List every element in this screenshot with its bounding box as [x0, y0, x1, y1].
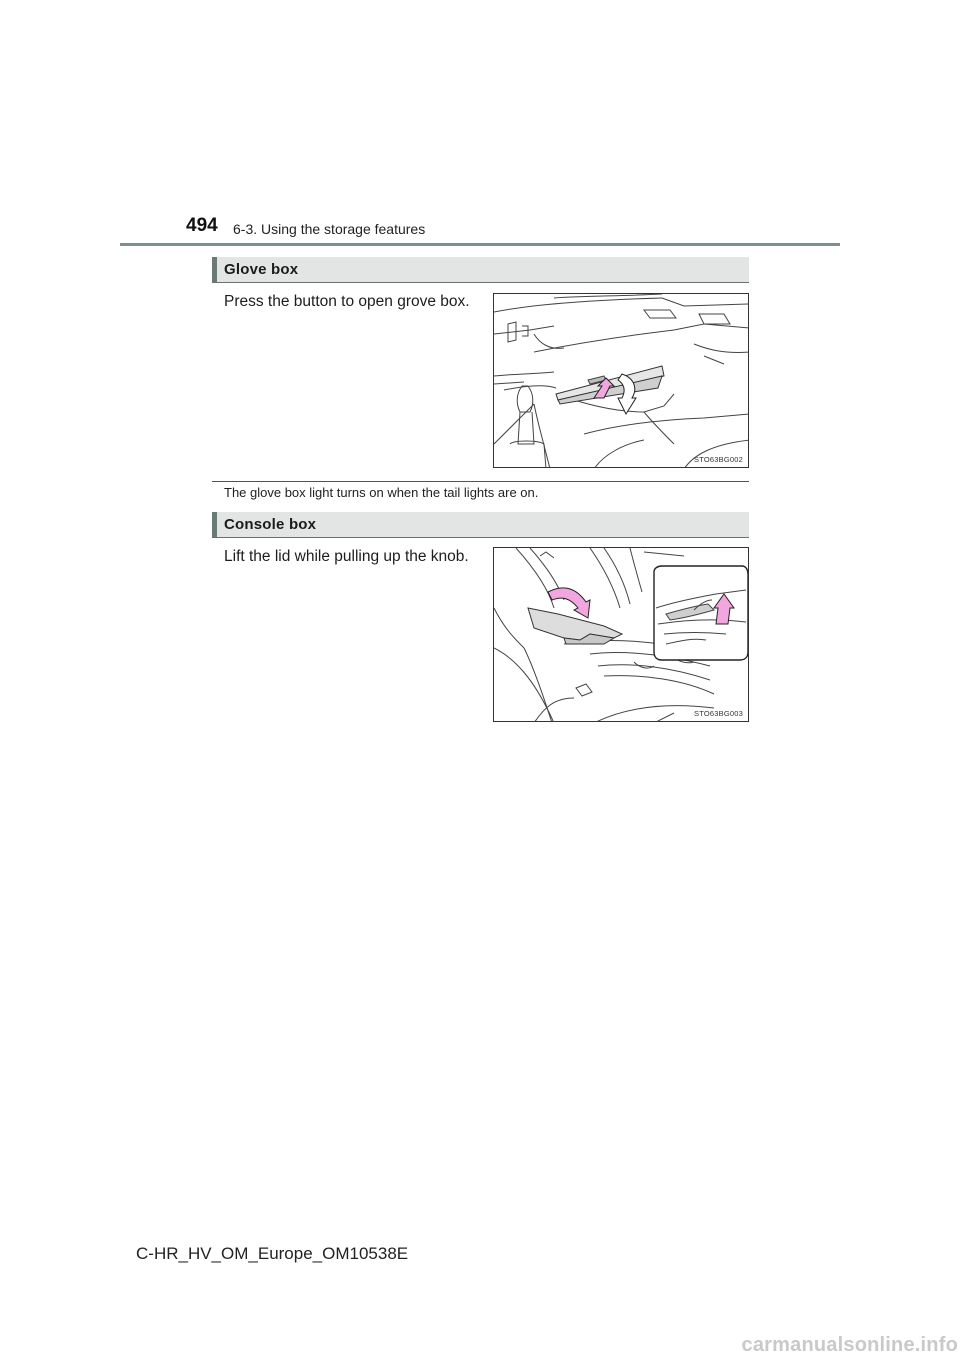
console-box-instruction: Lift the lid while pulling up the knob. [224, 548, 469, 565]
section-title: Console box [224, 516, 317, 533]
glove-box-instruction: Press the button to open grove box. [224, 293, 470, 310]
section-title: Glove box [224, 261, 299, 278]
section-accent [212, 257, 217, 282]
header-rule [120, 243, 840, 246]
page-number: 494 [186, 215, 218, 236]
running-head: 6-3. Using the storage features [233, 221, 426, 237]
figure-code: STO63BG002 [694, 455, 743, 464]
footer-document-code: C-HR_HV_OM_Europe_OM10538E [136, 1244, 409, 1263]
note-rule [212, 481, 749, 482]
glove-box-illustration [494, 294, 749, 468]
section-header-glove-box [212, 257, 749, 283]
watermark: carmanualsonline.info [741, 1334, 958, 1356]
figure-code: STO63BG003 [694, 709, 743, 718]
section-header-console-box [212, 512, 749, 538]
console-box-figure [493, 547, 749, 722]
glove-box-figure [493, 293, 749, 468]
section-accent [212, 512, 217, 537]
console-box-illustration [494, 548, 749, 722]
glove-box-note: The glove box light turns on when the tail lights are on. [224, 485, 539, 500]
